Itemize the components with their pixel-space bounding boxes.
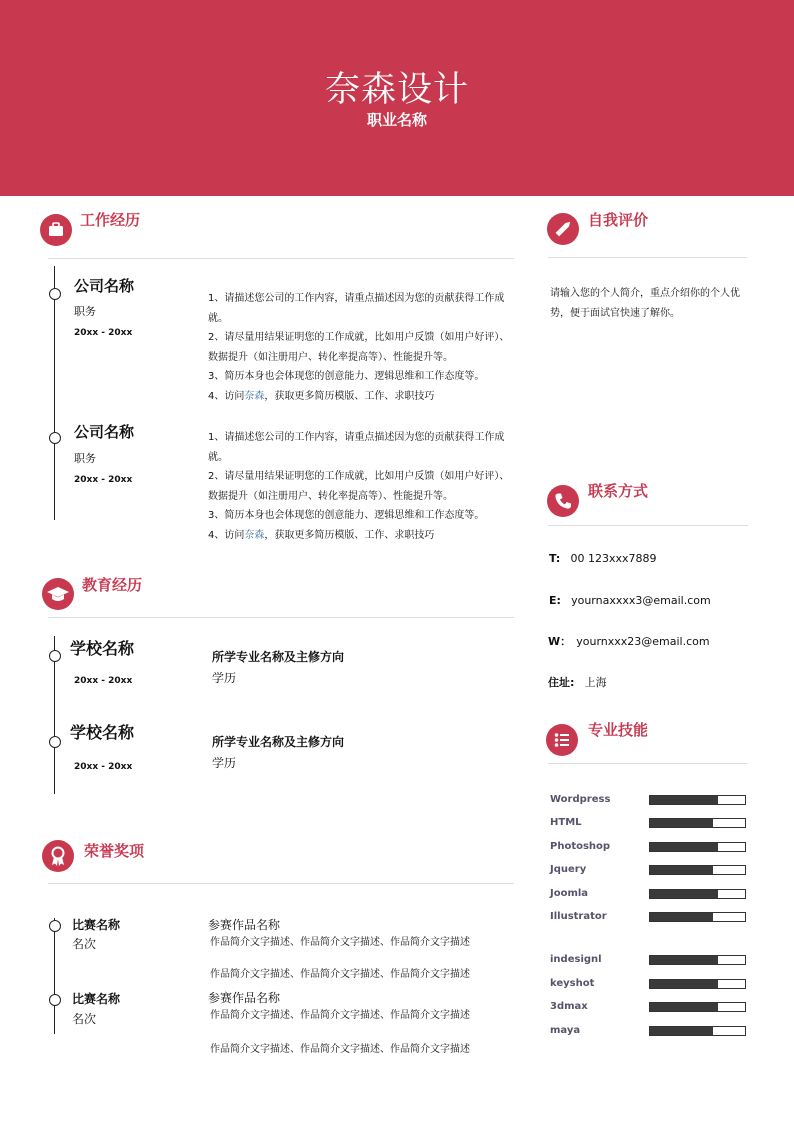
work-description: [208, 289, 514, 406]
entry-name: 参赛作品名称: [208, 918, 281, 932]
phone-icon: [547, 485, 579, 517]
address-value: 上海: [584, 676, 607, 689]
skills-section-title: 专业技能: [588, 721, 649, 739]
skill-bar-fill: [650, 796, 718, 804]
skill-bar-fill: [650, 980, 718, 988]
award-ribbon-icon: [42, 840, 74, 872]
work-timeline: [54, 266, 55, 520]
contact-label: E:: [549, 594, 561, 607]
contact-email: [549, 589, 711, 609]
skill-bar-fill: [650, 890, 718, 898]
timeline-dot: [49, 736, 61, 748]
timeline-dot: [49, 994, 61, 1006]
awards-divider: [48, 883, 514, 884]
entry-description: 作品简介文字描述、作品简介文字描述、作品简介文字描述: [210, 937, 470, 948]
desc-text: 4、访问: [208, 390, 245, 402]
candidate-name: 奈森设计: [324, 70, 469, 110]
skill-name: Jquery: [550, 864, 587, 875]
skill-bar: [649, 865, 746, 875]
skill-name: HTML: [550, 817, 582, 828]
skills-divider: [548, 763, 747, 764]
position: 职务: [74, 305, 96, 318]
degree: 学历: [212, 671, 237, 685]
skill-bar: [649, 842, 746, 852]
skill-name: keyshot: [550, 978, 595, 989]
skill-bar-fill: [650, 843, 718, 851]
skill-bar-fill: [650, 913, 713, 921]
major: 所学专业名称及主修方向: [212, 650, 345, 664]
contact-label: W：: [548, 635, 572, 648]
degree: 学历: [212, 756, 237, 770]
contact-label: T:: [549, 552, 561, 565]
desc-line: [208, 526, 514, 546]
desc-line: 3、简历本身也会体现您的创意能力、逻辑思维和工作态度等。: [208, 371, 485, 382]
skill-name: 3dmax: [550, 1001, 588, 1012]
self-eval-section-title: 自我评价: [588, 211, 649, 229]
desc-text: ，获取更多简历模版、工作、求职技巧: [264, 390, 435, 402]
skill-bar: [649, 1002, 746, 1012]
company-name: 公司名称: [74, 277, 135, 295]
competition-name: 比赛名称: [72, 992, 121, 1006]
school-name: 学校名称: [70, 639, 135, 658]
pencil-icon: [547, 213, 579, 245]
skill-name: Joomla: [550, 888, 589, 899]
desc-text: ，获取更多简历模版、工作、求职技巧: [264, 529, 435, 541]
timeline-dot: [49, 650, 61, 662]
desc-line: 3、简历本身也会体现您的创意能力、逻辑思维和工作态度等。: [208, 510, 485, 521]
award-rank: 名次: [72, 937, 97, 951]
contact-address: [548, 671, 607, 691]
award-rank: 名次: [72, 1012, 97, 1026]
website-link[interactable]: 奈森: [244, 529, 265, 541]
skill-bar: [649, 818, 746, 828]
website-address[interactable]: yournxxx23@email.com: [576, 635, 710, 648]
desc-line: [208, 387, 514, 407]
skill-bar-fill: [650, 819, 713, 827]
competition-name: 比赛名称: [72, 918, 121, 932]
skill-bar: [649, 955, 746, 965]
skill-bar: [649, 795, 746, 805]
website-link[interactable]: 奈森: [244, 390, 265, 402]
school-name: 学校名称: [70, 723, 135, 742]
work-description: [208, 428, 514, 545]
phone-number: 00 123xxx7889: [570, 552, 657, 565]
skill-name: Illustrator: [550, 911, 607, 922]
position: 职务: [74, 452, 96, 465]
skill-bar-fill: [650, 956, 718, 964]
skill-bar: [649, 912, 746, 922]
briefcase-icon: [40, 214, 72, 246]
contact-label: 住址:: [548, 676, 575, 689]
entry-description: 作品简介文字描述、作品简介文字描述、作品简介文字描述: [210, 1010, 470, 1021]
entry-description: 作品简介文字描述、作品简介文字描述、作品简介文字描述: [210, 969, 470, 980]
skill-name: indesignl: [550, 954, 602, 965]
contact-divider: [548, 525, 748, 526]
self-eval-text: 请输入您的个人简介，重点介绍你的个人优势，便于面试官快速了解你。: [550, 288, 740, 319]
major: 所学专业名称及主修方向: [212, 735, 345, 749]
email-address[interactable]: yournaxxxx3@email.com: [571, 594, 711, 607]
skill-bar-fill: [650, 1003, 718, 1011]
timeline-dot: [49, 920, 61, 932]
skill-name: Wordpress: [550, 794, 611, 805]
education-date: 20xx - 20xx: [74, 676, 133, 686]
desc-line: 1、请描述您公司的工作内容，请重点描述因为您的贡献获得工作成就。: [208, 432, 505, 463]
awards-timeline: [54, 918, 55, 1034]
skill-name: maya: [550, 1025, 581, 1036]
desc-text: 4、访问: [208, 529, 245, 541]
skill-name: Photoshop: [550, 841, 611, 852]
skill-bar-fill: [650, 866, 713, 874]
list-icon: [546, 724, 578, 756]
education-divider: [48, 617, 514, 618]
entry-name: 参赛作品名称: [208, 991, 281, 1005]
timeline-dot: [49, 288, 61, 300]
work-section-title: 工作经历: [80, 211, 141, 229]
education-section-title: 教育经历: [82, 576, 143, 594]
entry-description: 作品简介文字描述、作品简介文字描述、作品简介文字描述: [210, 1044, 470, 1055]
skill-bar: [649, 1026, 746, 1036]
education-date: 20xx - 20xx: [74, 762, 133, 772]
awards-section-title: 荣誉奖项: [84, 842, 145, 860]
skill-bar: [649, 889, 746, 899]
company-name: 公司名称: [74, 423, 135, 441]
graduation-cap-icon: [42, 578, 74, 610]
desc-line: 2、请尽量用结果证明您的工作成就，比如用户反馈（如用户好评）、数据提升（如注册用户、转化率提高等）、性能提升等。: [208, 332, 510, 363]
skill-bar-fill: [650, 1027, 713, 1035]
job-title: 职业名称: [366, 111, 427, 129]
desc-line: 1、请描述您公司的工作内容，请重点描述因为您的贡献获得工作成就。: [208, 293, 505, 324]
contact-section-title: 联系方式: [588, 482, 649, 500]
contact-phone: [549, 547, 657, 567]
work-date: 20xx - 20xx: [74, 475, 133, 485]
self-eval-divider: [548, 257, 747, 258]
work-date: 20xx - 20xx: [74, 328, 133, 338]
skill-bar: [649, 979, 746, 989]
desc-line: 2、请尽量用结果证明您的工作成就，比如用户反馈（如用户好评）、数据提升（如注册用户、转化率提高等）、性能提升等。: [208, 471, 510, 502]
timeline-dot: [49, 432, 61, 444]
work-divider: [48, 258, 514, 259]
contact-website: [548, 630, 710, 650]
